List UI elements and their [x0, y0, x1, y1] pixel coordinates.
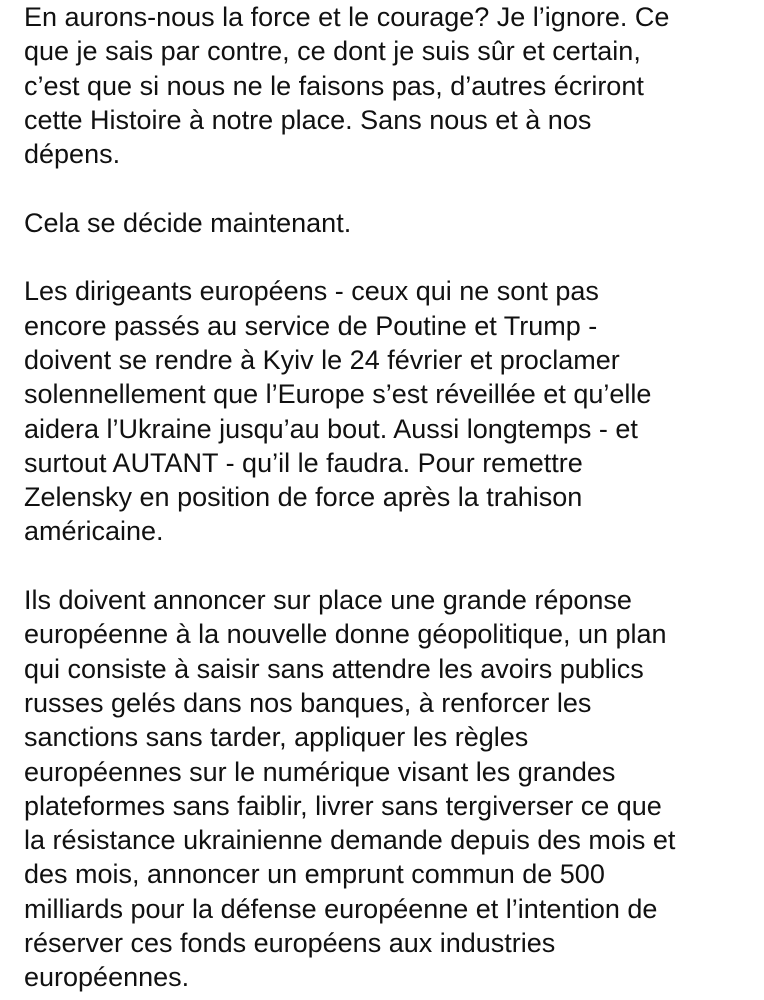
- paragraph-4: [24, 583, 754, 995]
- text-line: Les dirigeants européens - ceux qui ne sont pas: [24, 276, 599, 307]
- text-line: dépens.: [24, 139, 121, 170]
- text-line: encore passés au service de Poutine et Trump -: [24, 310, 598, 341]
- paragraph-3: [24, 274, 754, 548]
- text-line: aidera l’Ukraine jusqu’au bout. Aussi longtemps - et: [24, 413, 638, 444]
- text-line: européenne à la nouvelle donne géopolitique, un plan: [24, 619, 667, 650]
- text-line: européennes.: [24, 962, 190, 993]
- text-line: cette Histoire à notre place. Sans nous et à nos: [24, 104, 592, 135]
- paragraph-gap: [24, 171, 754, 205]
- text-line: milliards pour la défense européenne et l’intention de: [24, 893, 658, 924]
- text-line: sanctions sans tarder, appliquer les règles: [24, 722, 529, 753]
- text-line: des mois, annoncer un emprunt commun de 500: [24, 859, 605, 890]
- text-line: qui consiste à saisir sans attendre les avoirs publics: [24, 653, 644, 684]
- text-line: Cela se décide maintenant.: [24, 207, 352, 238]
- text-line: réserver ces fonds européens aux industries: [24, 928, 556, 959]
- text-line: c’est que si nous ne le faisons pas, d’autres écriront: [24, 70, 644, 101]
- text-line: plateformes sans faiblir, livrer sans tergiverser ce que: [24, 790, 662, 821]
- text-line: américaine.: [24, 516, 164, 547]
- text-line: doivent se rendre à Kyiv le 24 février et proclamer: [24, 344, 620, 375]
- text-line: que je sais par contre, ce dont je suis sûr et certain,: [24, 36, 641, 67]
- text-line: européennes sur le numérique visant les grandes: [24, 756, 616, 787]
- paragraph-1: [24, 0, 754, 171]
- text-line: surtout AUTANT - qu’il le faudra. Pour remettre: [24, 447, 583, 478]
- text-line: Ils doivent annoncer sur place une grande réponse: [24, 585, 632, 616]
- text-line: Zelensky en position de force après la trahison: [24, 482, 583, 513]
- text-line: En aurons-nous la force et le courage? Je l’ignore. Ce: [24, 2, 670, 32]
- document-body: [24, 0, 754, 995]
- text-line: solennellement que l’Europe s’est réveillée et qu’elle: [24, 379, 652, 410]
- paragraph-2: [24, 206, 754, 240]
- text-line: russes gelés dans nos banques, à renforcer les: [24, 687, 592, 718]
- paragraph-gap: [24, 549, 754, 583]
- paragraph-gap: [24, 240, 754, 274]
- text-line: la résistance ukrainienne demande depuis des mois et: [24, 825, 676, 856]
